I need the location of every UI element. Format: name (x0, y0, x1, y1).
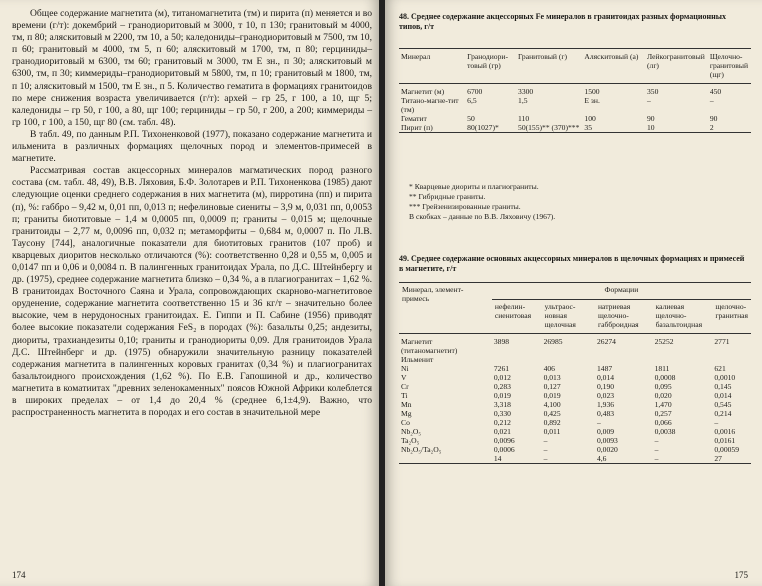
footnote: *** Грейзенизированные граниты. (409, 202, 521, 211)
table-cell: 0,330 (493, 409, 511, 418)
table-49 (399, 282, 751, 464)
table-cell: 2771 (714, 337, 730, 346)
table-cell: 14 (493, 454, 502, 463)
column-header: Минерал, элемент-примесь (399, 283, 492, 334)
table-cell: – (543, 454, 548, 463)
table-cell: 80(1027)* (467, 123, 499, 132)
row-label: Co (401, 418, 410, 427)
table-cell: 0,127 (543, 382, 561, 391)
table-cell: 27 (714, 454, 722, 463)
table-row (399, 364, 751, 373)
paragraph: Рассматривая состав акцессорных минералов магматических пород разного состава (см. табл. 48, 49), В.В. Ляховия, Б.Ф. Золотарев и Р.П. Тихоненкова (1985) дают следующие оценки среднего содержания в них магнетита (м), пирротина (пп) и пирита (п), %: габбро – 9,42 м, 0,01 пп, 0,013 п; нефелиновые сиениты – 3,9 м, 0,031 пп, 0,0053 п; граниты биотитовые – 1,4 м 0,0005 пп, 0,0009 п; граниты – 0,015 м; щелочные гранитоиды – 2,77 м, 0,0096 пп, 0,032 п; метаморфиты – 0,684 м, 0,0007 п. По Л.В. Таусону [744], аналогичные показатели для биотитовых гранитов (107 проб) и кварцевых диоритов несколько отличаются (%): соответственно 0,28 и 0,55 м, 0,005 и 0,0147 пп и 0,06 и 0,0084 п. В палингенных гранитоидах Урала, по Д.С. Штейнбергу и др. (1975), среднее содержание магнетита близко – 0,34 %, а в плагиогранитах – 1,62 %. В гранитоидах Восточного Саяна и Урала, сопровождающих скарново-магнетитовое оруденение, содержание магнетита соответственно 15 и 36 кг/т – значительно более высокие, чем в нерудоносных гранитоидах. Е. Гиппи и П. Сабине (1956) приводят более высокие показатели содержания FeS₂ в породах (%): базальты 0,25; андезиты, диориты, трахиандезиты 0,10; граниты и гранодиориты 0,09. Для гранитоидов Урала Д.С. Штейнберг и др. (1975) обнаружили значительную разницу показателей содержания магнетита в палингенных коровых гранитах (0,34 %) и плагиогранитах базальтоидного происхождения (1,62 %). По Е.В. Гапошиной и др., количество магнетита в коматиитах "древних зеленокаменных" поясов Южной Африки колеблется в широких пределах – от 1,4 до 20,4 % (среднее 6,1±4,9). Важно, что распространенность магнетита в породах и его состав в значительной мере (12, 165, 372, 419)
table-cell (595, 355, 653, 364)
table-cell: 110 (518, 114, 530, 123)
row-label (399, 454, 492, 464)
table-cell: 26274 (596, 337, 616, 346)
row-label: Пирит (п) (401, 123, 433, 132)
table-cell: 2 (709, 123, 714, 132)
table48-notes (399, 182, 749, 222)
table-cell: 1811 (654, 364, 670, 373)
table-row (399, 96, 751, 114)
table-row (399, 409, 751, 418)
table-cell: 0,545 (714, 400, 732, 409)
table-row (399, 123, 751, 133)
column-header: Лейкогранитовый (лг) (645, 49, 708, 84)
table-row (399, 382, 751, 391)
table-cell: 621 (714, 364, 726, 373)
table-cell: – (647, 96, 651, 105)
table-cell: – (654, 436, 659, 445)
row-label: Магнетит (м) (401, 87, 445, 96)
table-cell: 50 (467, 114, 475, 123)
table-cell: 0,014 (596, 373, 615, 382)
table-cell: 0,214 (714, 409, 732, 418)
row-label: Титано-магне-тит (тм) (401, 96, 459, 114)
table-cell (492, 355, 542, 364)
table-cell: – (654, 454, 659, 463)
row-label: V (401, 373, 407, 382)
table-cell: 0,066 (654, 418, 672, 427)
footnote: В скобках – данные по В.В. Ляховичу (1967). (409, 212, 556, 221)
table-cell: – (714, 418, 719, 427)
column-header: щелочно-гранитная (712, 300, 751, 334)
table-cell: 1,936 (596, 400, 615, 409)
table-cell: 0,012 (493, 373, 511, 382)
table-row (399, 84, 751, 97)
column-header: натриевая щелочно-габброидная (595, 300, 653, 334)
table-cell: 0,011 (543, 427, 561, 436)
table-cell: 0,095 (654, 382, 672, 391)
table-cell: 0,425 (543, 409, 561, 418)
table-cell: 0,0093 (596, 436, 618, 445)
row-label: Магнетит (титаномагнетит) (401, 337, 458, 355)
table-cell: 0,212 (493, 418, 511, 427)
row-label: Ta₂O₅ (401, 436, 420, 445)
table-cell: 1,5 (518, 96, 528, 105)
row-label: Cr (401, 382, 409, 391)
table-cell: 0,257 (654, 409, 672, 418)
table-cell: 3300 (518, 87, 534, 96)
left-page-text (12, 8, 372, 419)
column-header: калиевая щелочно-базальтоидная (653, 300, 713, 334)
page-number-left: 174 (12, 570, 26, 580)
table-cell: 0,0016 (714, 427, 736, 436)
paragraph: Общее содержание магнетита (м), титаномагнетита (тм) и пирита (п) меняется и во времени (г/т): докембрий – гранодиоритовый м 3000, т 10, п 130; гранитовый м 4000, тм, п 80; аляскитовый м 2200, тм 10, а 50; каледониды–гранодиоритовый м 7500, тм 10, п 60; гранитовый м 4000, тм 5, п 60; аляскитовый м 1700, тм, п 80; герциниды–гранодиоритовый м 6300, тм 60; гранитовый м 3000, тм Е зн., п 30; аляскитовый м 6300, тм, п 30; киммериды–гранодиоритовый м 5800, тм, п 10; гранитовый м 1800, тм, п 10; аляскитовый м 1500, тм Е зн., п 5. Количество гематита в формациях гранитоидов по мере снижения возраста увеличивается (г/т): архей – гр 25, г 100, а 10, щг 5; каледониды – гр 50, г 100, а 80, щг 100; герциниды – гр 50, г 200, а 200; киммериды – гр 100, г 100, а 150, щг 80 (см. табл. 48). (12, 8, 372, 128)
table-cell: 0,021 (493, 427, 511, 436)
table-cell: 26985 (543, 337, 563, 346)
table-cell: 35 (584, 123, 592, 132)
table-cell: 7261 (493, 364, 510, 373)
row-label: Mn (401, 400, 412, 409)
column-header: Аляскитовый (а) (582, 49, 645, 84)
table-header-row (399, 283, 751, 300)
table-cell: 3,318 (493, 400, 511, 409)
table-cell: 90 (647, 114, 655, 123)
row-label: Nb₂O₅/Ta₂O₅ (401, 445, 442, 454)
table-row (399, 418, 751, 427)
right-page (385, 0, 762, 586)
table-cell: – (596, 418, 601, 427)
table49-caption: 49. Среднее содержание основных акцессорных минералов в щелочных формациях и примесей в магнетите, г/т (399, 254, 745, 273)
row-label: Mg (401, 409, 412, 418)
table-cell: 0,483 (596, 409, 615, 418)
table-row (399, 391, 751, 400)
table-cell: 10 (647, 123, 655, 132)
table-48 (399, 48, 751, 133)
table-cell: 0,00059 (714, 445, 740, 454)
table-cell (712, 355, 751, 364)
row-label: Ильменит (401, 355, 434, 364)
table-cell: 4,100 (543, 400, 561, 409)
table48-caption: 48. Среднее содержание акцессорных Fe минералов в гранитоидах разных формационных типов, г/т (399, 12, 726, 31)
column-header: Гранитовый (г) (516, 49, 582, 84)
table-cell: 1500 (584, 87, 600, 96)
table-cell: 0,190 (596, 382, 615, 391)
row-label: Ti (401, 391, 408, 400)
table-cell: 0,0008 (654, 373, 676, 382)
table-cell: 406 (543, 364, 555, 373)
table-header-row (399, 49, 751, 84)
table-cell: – (654, 445, 659, 454)
row-label: Nb₂O₅ (401, 427, 422, 436)
column-header: нефелин-сиенитовая (492, 300, 542, 334)
table-cell: 0,019 (543, 391, 561, 400)
table-cell: 0,014 (714, 391, 732, 400)
column-header: ультраос-новная щелочная (542, 300, 595, 334)
table-cell: 450 (709, 87, 722, 96)
table-cell: 0,023 (596, 391, 615, 400)
page-number-right: 175 (734, 570, 748, 580)
table-cell: – (543, 436, 548, 445)
table-cell: 0,283 (493, 382, 511, 391)
column-header: Гранодиори-товый (гр) (465, 49, 516, 84)
row-label: Гематит (401, 114, 427, 123)
table-cell: 0,0038 (654, 427, 676, 436)
table-cell: 100 (584, 114, 596, 123)
table-cell: – (543, 445, 548, 454)
table-cell: 0,020 (654, 391, 672, 400)
group-header: Формации (492, 283, 751, 300)
footnote: * Кварцевые диориты и плагиограниты. (409, 182, 539, 191)
table-row (399, 400, 751, 409)
table-row (399, 114, 751, 123)
table-cell (542, 355, 595, 364)
table-cell: 25252 (654, 337, 674, 346)
table-cell: Е зн. (584, 96, 600, 105)
table-cell: 0,0020 (596, 445, 618, 454)
footnote: ** Гибридные граниты. (409, 192, 486, 201)
table-cell: 0,892 (543, 418, 561, 427)
table-cell: 0,019 (493, 391, 511, 400)
table-row (399, 373, 751, 382)
table-cell: 1,470 (654, 400, 672, 409)
table-cell (653, 355, 713, 364)
table-cell: 50(155)** (370)*** (518, 123, 580, 132)
table-cell: 0,0096 (493, 436, 515, 445)
table-cell: 0,0010 (714, 373, 736, 382)
table-cell: 4,6 (596, 454, 607, 463)
table-row (399, 427, 751, 436)
paragraph: В табл. 49, по данным Р.П. Тихоненковой (1977), показано содержание магнетита и ильменита в различных формациях щелочных пород и элементов-примесей в магнетите. (12, 128, 372, 165)
table-cell: 6700 (467, 87, 483, 96)
table-cell: 0,009 (596, 427, 615, 436)
table-row (399, 355, 751, 364)
table-cell: 0,0006 (493, 445, 515, 454)
table-row (399, 436, 751, 445)
table-cell: 0,013 (543, 373, 561, 382)
column-header: Щелочно-гранитовый (щг) (708, 49, 751, 84)
left-page (0, 0, 379, 586)
table-cell: 90 (709, 114, 718, 123)
table-cell: 6,5 (467, 96, 477, 105)
table-row (399, 454, 751, 464)
table-cell: 0,145 (714, 382, 732, 391)
table-cell: 1487 (596, 364, 613, 373)
table-row (399, 334, 751, 356)
table-row (399, 445, 751, 454)
table-cell: 3898 (493, 337, 510, 346)
column-header: Минерал (399, 49, 465, 84)
table-cell: 350 (647, 87, 659, 96)
table-cell: 0,0161 (714, 436, 736, 445)
table-cell: – (709, 96, 714, 105)
row-label: Ni (401, 364, 409, 373)
